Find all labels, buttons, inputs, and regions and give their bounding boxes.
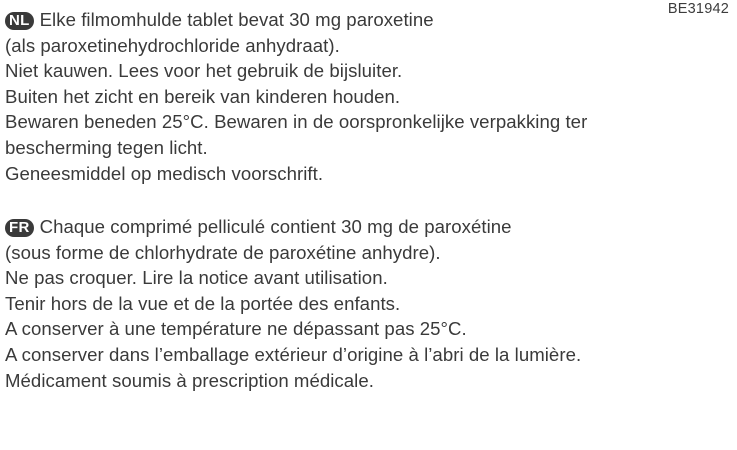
text-line: Buiten het zicht en bereik van kinderen houden. <box>5 85 401 107</box>
french-section <box>5 214 730 393</box>
text-line: (sous forme de chlorhydrate de paroxétine anhydre). <box>5 241 441 263</box>
text-line: Geneesmiddel op medisch voorschrift. <box>5 162 324 184</box>
text-line: Médicament soumis à prescription médicale. <box>5 369 374 391</box>
dutch-section <box>5 7 730 186</box>
text-line: Bewaren beneden 25°C. Bewaren in de oorspronkelijke verpakking ter <box>5 111 588 133</box>
text-line: Ne pas croquer. Lire la notice avant utilisation. <box>5 267 388 289</box>
line-text: Elke filmomhulde tablet bevat 30 mg paroxetine <box>39 9 434 30</box>
text-line: Tenir hors de la vue et de la portée des enfants. <box>5 292 401 314</box>
text-line: bescherming tegen licht. <box>5 136 208 158</box>
language-badge-fr: FR <box>5 219 34 237</box>
line-text: Chaque comprimé pelliculé contient 30 mg de paroxétine <box>39 216 512 237</box>
text-line: A conserver dans l’emballage extérieur d’origine à l’abri de la lumière. <box>5 343 582 365</box>
text-line: A conserver à une température ne dépassant pas 25°C. <box>5 318 467 340</box>
text-line: (als paroxetinehydrochloride anhydraat). <box>5 34 340 56</box>
text-line <box>5 7 730 33</box>
text-line: Niet kauwen. Lees voor het gebruik de bijsluiter. <box>5 60 403 82</box>
text-line <box>5 214 730 240</box>
language-badge-nl: NL <box>5 12 34 30</box>
product-code: BE31942 <box>667 1 729 17</box>
